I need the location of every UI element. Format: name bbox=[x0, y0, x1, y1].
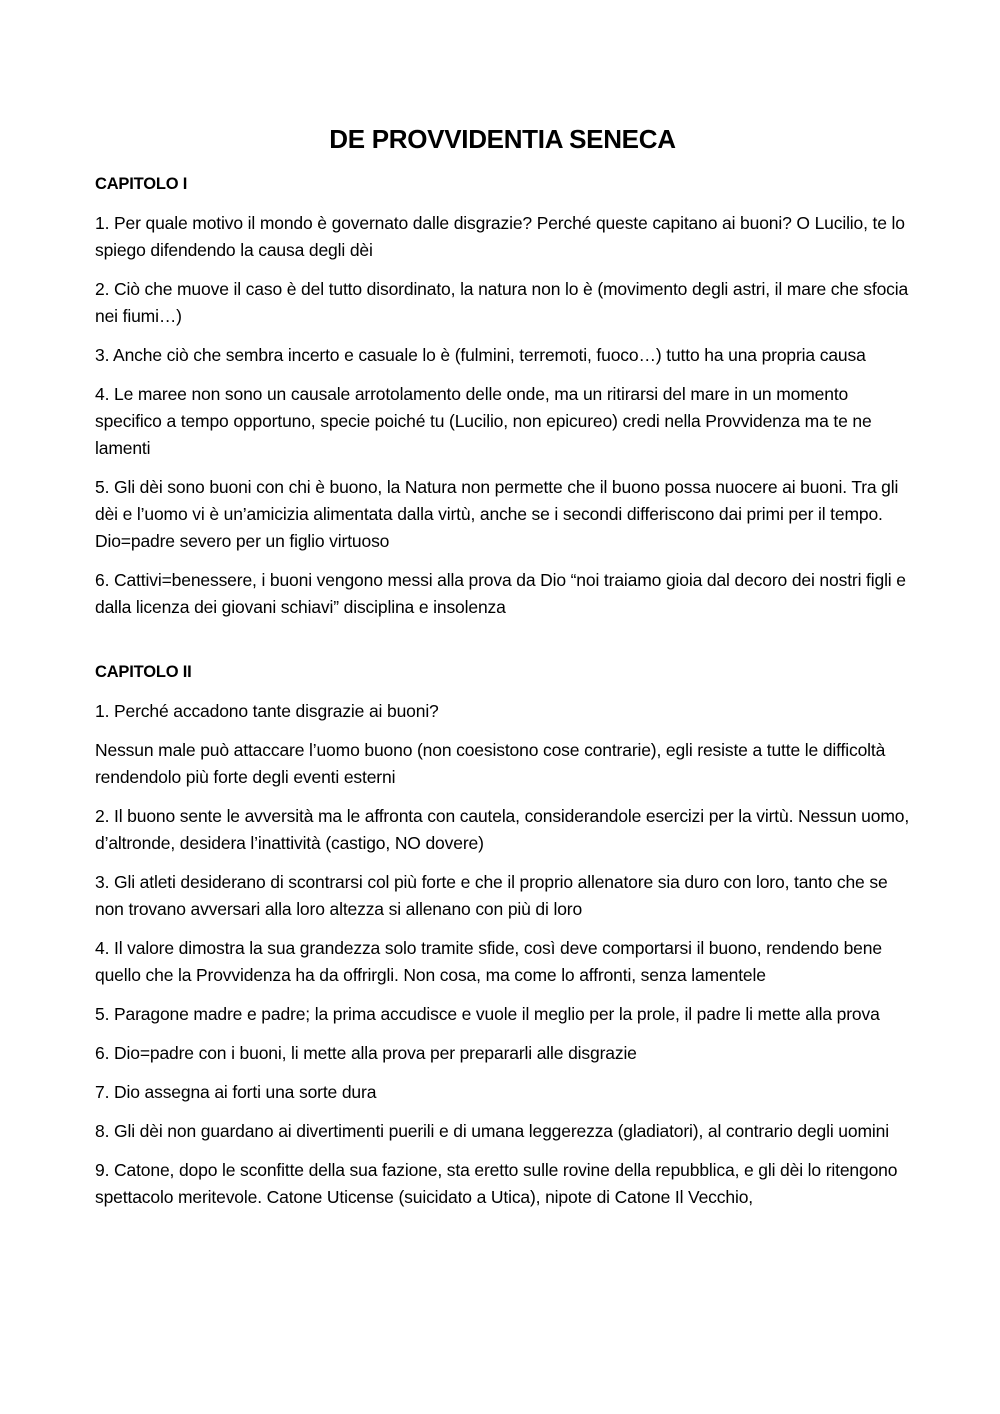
paragraph: Nessun male può attaccare l’uomo buono (non coesistono cose contrarie), egli resiste a tutte le difficoltà rendendolo più forte degli eventi esterni bbox=[95, 740, 886, 787]
paragraph: 5. Gli dèi sono buoni con chi è buono, la Natura non permette che il buono possa nuocere ai buoni. Tra gli dèi e l’uomo vi è un’amicizia alimentata dalla virtù, anche se i secondi differiscono dai primi per il tempo. Dio=padre severo per un figlio virtuoso bbox=[95, 477, 899, 551]
paragraph: 6. Cattivi=benessere, i buoni vengono messi alla prova da Dio “noi traiamo gioia dal decoro dei nostri figli e dalla licenza dei giovani schiavi” disciplina e insolenza bbox=[95, 570, 906, 617]
chapter-spacer bbox=[95, 633, 910, 659]
paragraph: 4. Il valore dimostra la sua grandezza solo tramite sfide, così deve comportarsi il buono, rendendo bene quello che la Provvidenza ha da offrirgli. Non cosa, ma come lo affronti, senza lamentele bbox=[95, 938, 882, 985]
paragraph: 3. Gli atleti desiderano di scontrarsi col più forte e che il proprio allenatore sia duro con loro, tanto che se non trovano avversari alla loro altezza si allenano con più di loro bbox=[95, 872, 888, 919]
document-title: DE PROVVIDENTIA SENECA bbox=[329, 124, 676, 154]
paragraph: 5. Paragone madre e padre; la prima accudisce e vuole il meglio per la prole, il padre li mette alla prova bbox=[95, 1004, 880, 1024]
paragraph: 4. Le maree non sono un causale arrotolamento delle onde, ma un ritirarsi del mare in un momento specifico a tempo opportuno, specie poiché tu (Lucilio, non epicureo) credi nella Provvidenza ma te ne lamenti bbox=[95, 384, 872, 458]
paragraph: 6. Dio=padre con i buoni, li mette alla prova per prepararli alle disgrazie bbox=[95, 1043, 637, 1063]
chapter-heading: CAPITOLO I bbox=[95, 175, 188, 193]
chapter-1 bbox=[95, 171, 910, 621]
chapter-heading: CAPITOLO II bbox=[95, 663, 192, 681]
paragraph: 8. Gli dèi non guardano ai divertimenti puerili e di umana leggerezza (gladiatori), al contrario degli uomini bbox=[95, 1121, 889, 1141]
paragraph: 9. Catone, dopo le sconfitte della sua fazione, sta eretto sulle rovine della repubblica, e gli dèi lo ritengono spettacolo meritevole. Catone Uticense (suicidato a Utica), nipote di Catone Il Vecchio, bbox=[95, 1160, 898, 1207]
document-body bbox=[95, 121, 910, 1223]
chapter-2 bbox=[95, 659, 910, 1211]
paragraph: 7. Dio assegna ai forti una sorte dura bbox=[95, 1082, 377, 1102]
paragraph: 2. Ciò che muove il caso è del tutto disordinato, la natura non lo è (movimento degli astri, il mare che sfocia nei fiumi…) bbox=[95, 279, 909, 326]
paragraph: 1. Per quale motivo il mondo è governato dalle disgrazie? Perché queste capitano ai buoni? O Lucilio, te lo spiego difendendo la causa degli dèi bbox=[95, 213, 905, 260]
paragraph: 1. Perché accadono tante disgrazie ai buoni? bbox=[95, 701, 439, 721]
paragraph: 2. Il buono sente le avversità ma le affronta con cautela, considerandole esercizi per la virtù. Nessun uomo, d’altronde, desidera l’inattività (castigo, NO dovere) bbox=[95, 806, 910, 853]
paragraph: 3. Anche ciò che sembra incerto e casuale lo è (fulmini, terremoti, fuoco…) tutto ha una propria causa bbox=[95, 345, 866, 365]
